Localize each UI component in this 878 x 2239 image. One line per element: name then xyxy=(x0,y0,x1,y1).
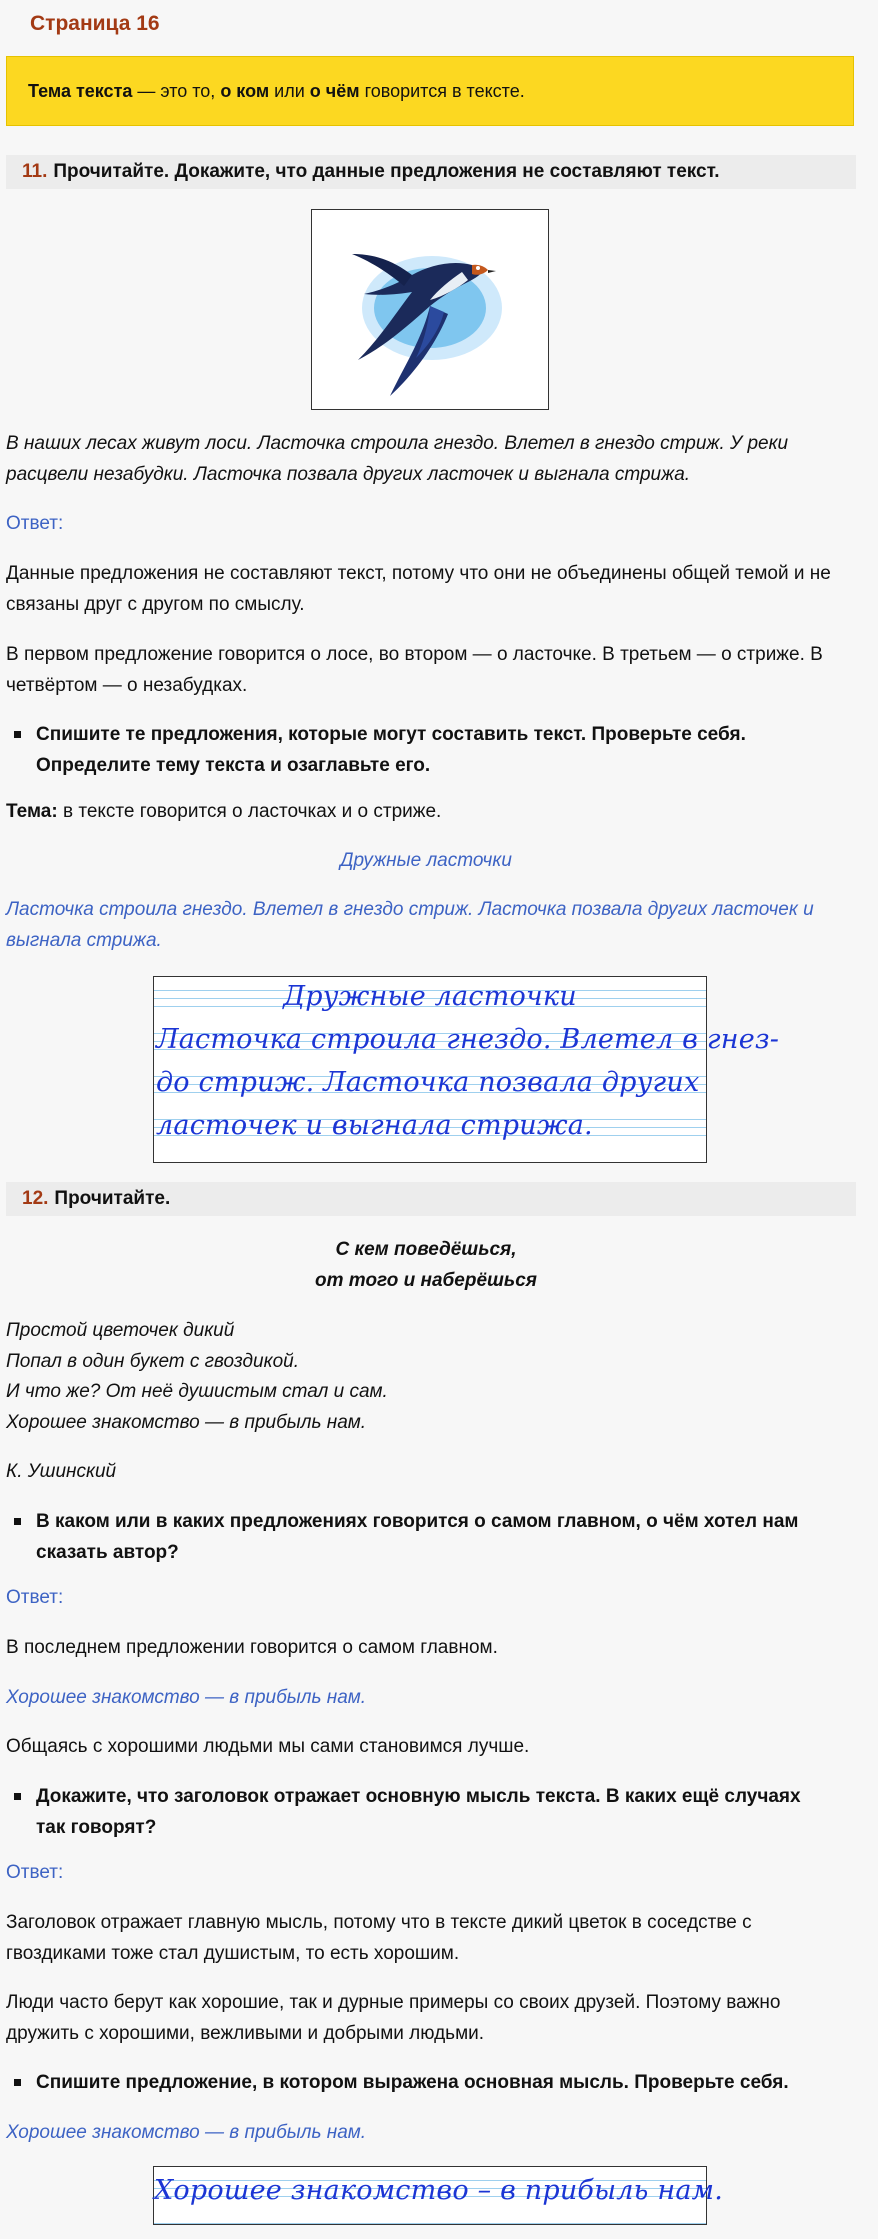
poem-line: Попал в один букет с гвоздикой. xyxy=(6,1350,299,1372)
theme-text: в тексте говорится о ласточках и о стриже. xyxy=(57,801,442,822)
question-bullet: Спишите предложение, в котором выражена основная мысль. Проверьте себя. xyxy=(36,2067,826,2098)
copybook-handwriting xyxy=(153,2166,724,2225)
poem-line: Простой цветочек дикий xyxy=(6,1320,235,1341)
task-instruction: Прочитайте. xyxy=(54,1188,171,1209)
swallow-illustration xyxy=(311,209,549,410)
answer-paragraph: Люди часто берут как хорошие, так и дурные примеры со своих друзей. Поэтому важно дружить с хорошими, вежливыми и добрыми людьми. xyxy=(6,1992,781,2044)
question-bullet: Докажите, что заголовок отражает основную мысль текста. В каких ещё случаях так говорят? xyxy=(36,1781,826,1843)
handwriting-line: ласточек и выгнала стрижа. xyxy=(156,1110,593,1141)
rule-part1: — это то, xyxy=(132,80,221,101)
poem xyxy=(6,1316,846,1438)
poem-title-line: С кем поведёшься, xyxy=(335,1239,517,1260)
theme-label: Тема: xyxy=(6,801,58,822)
copybook-handwriting xyxy=(153,976,780,1163)
task-number: 11. xyxy=(22,161,48,182)
question-bullet: Спишите те предложения, которые могут составить текст. Проверьте себя. Определите тему текста и озаглавьте его. xyxy=(36,719,826,781)
rule-term: Тема текста xyxy=(28,80,133,101)
handwriting-line: до стриж. Ласточка позвала других xyxy=(156,1067,700,1098)
text-answer: Ласточка строила гнездо. Влетел в гнездо стриж. Ласточка позвала других ласточек и выгнала стрижа. xyxy=(6,899,814,951)
answer-paragraph: В первом предложение говорится о лосе, во втором — о ласточке. В третьем — о стриже. В четвёртом — о незабудках. xyxy=(6,644,823,696)
task-11-header xyxy=(6,155,856,189)
exercise-text: В наших лесах живут лоси. Ласточка строила гнездо. Влетел в гнездо стриж. У реки расцвели незабудки. Ласточка позвала других ласточек и выгнала стрижа. xyxy=(6,433,789,485)
rule-bold2: о чём xyxy=(309,80,360,101)
answer-paragraph: Заголовок отражает главную мысль, потому что в тексте дикий цветок в соседстве с гвоздиками тоже стал душистым, то есть хорошим. xyxy=(6,1912,752,1964)
theme-line xyxy=(6,796,846,827)
rule-part3: говорится в тексте. xyxy=(359,80,525,101)
handwriting-line: Дружные ласточки xyxy=(283,981,577,1012)
answer-label: Ответ: xyxy=(6,513,64,534)
task-12-header xyxy=(6,1182,856,1216)
handwriting-line: Хорошее знакомство – в прибыль нам. xyxy=(154,2175,724,2206)
task-number: 12. xyxy=(22,1188,49,1209)
poem-line: И что же? От неё душистым стал и сам. xyxy=(6,1381,388,1402)
rule-bold1: о ком xyxy=(220,80,270,101)
answer-paragraph: В последнем предложении говорится о самом главном. xyxy=(6,1637,498,1658)
task-instruction: Прочитайте. Докажите, что данные предложения не составляют текст. xyxy=(53,161,720,182)
answer-paragraph: Данные предложения не составляют текст, потому что они не объединены общей темой и не связаны друг с другом по смыслу. xyxy=(6,563,831,615)
title-answer: Дружные ласточки xyxy=(340,850,512,871)
poem-line: Хорошее знакомство — в прибыль нам. xyxy=(6,1411,367,1433)
handwriting-line: Ласточка строила гнездо. Влетел в гнез- xyxy=(156,1024,780,1055)
quote-answer: Хорошее знакомство — в прибыль нам. xyxy=(6,2122,367,2143)
poem-title xyxy=(6,1234,846,1296)
answer-label: Ответ: xyxy=(6,1862,64,1883)
poem-title-line: от того и наберёшься xyxy=(315,1270,537,1291)
quote-answer: Хорошее знакомство — в прибыль нам. xyxy=(6,1687,367,1708)
question-bullet: В каком или в каких предложениях говорится о самом главном, о чём хотел нам сказать автор? xyxy=(36,1506,826,1568)
rule-part2: или xyxy=(269,80,310,101)
swallow-icon xyxy=(312,210,548,409)
answer-label: Ответ: xyxy=(6,1587,64,1608)
rule-box xyxy=(6,56,854,126)
answer-paragraph: Общаясь с хорошими людьми мы сами становимся лучше. xyxy=(6,1736,530,1757)
poem-author: К. Ушинский xyxy=(6,1461,117,1482)
page-title: Страница 16 xyxy=(30,12,160,35)
